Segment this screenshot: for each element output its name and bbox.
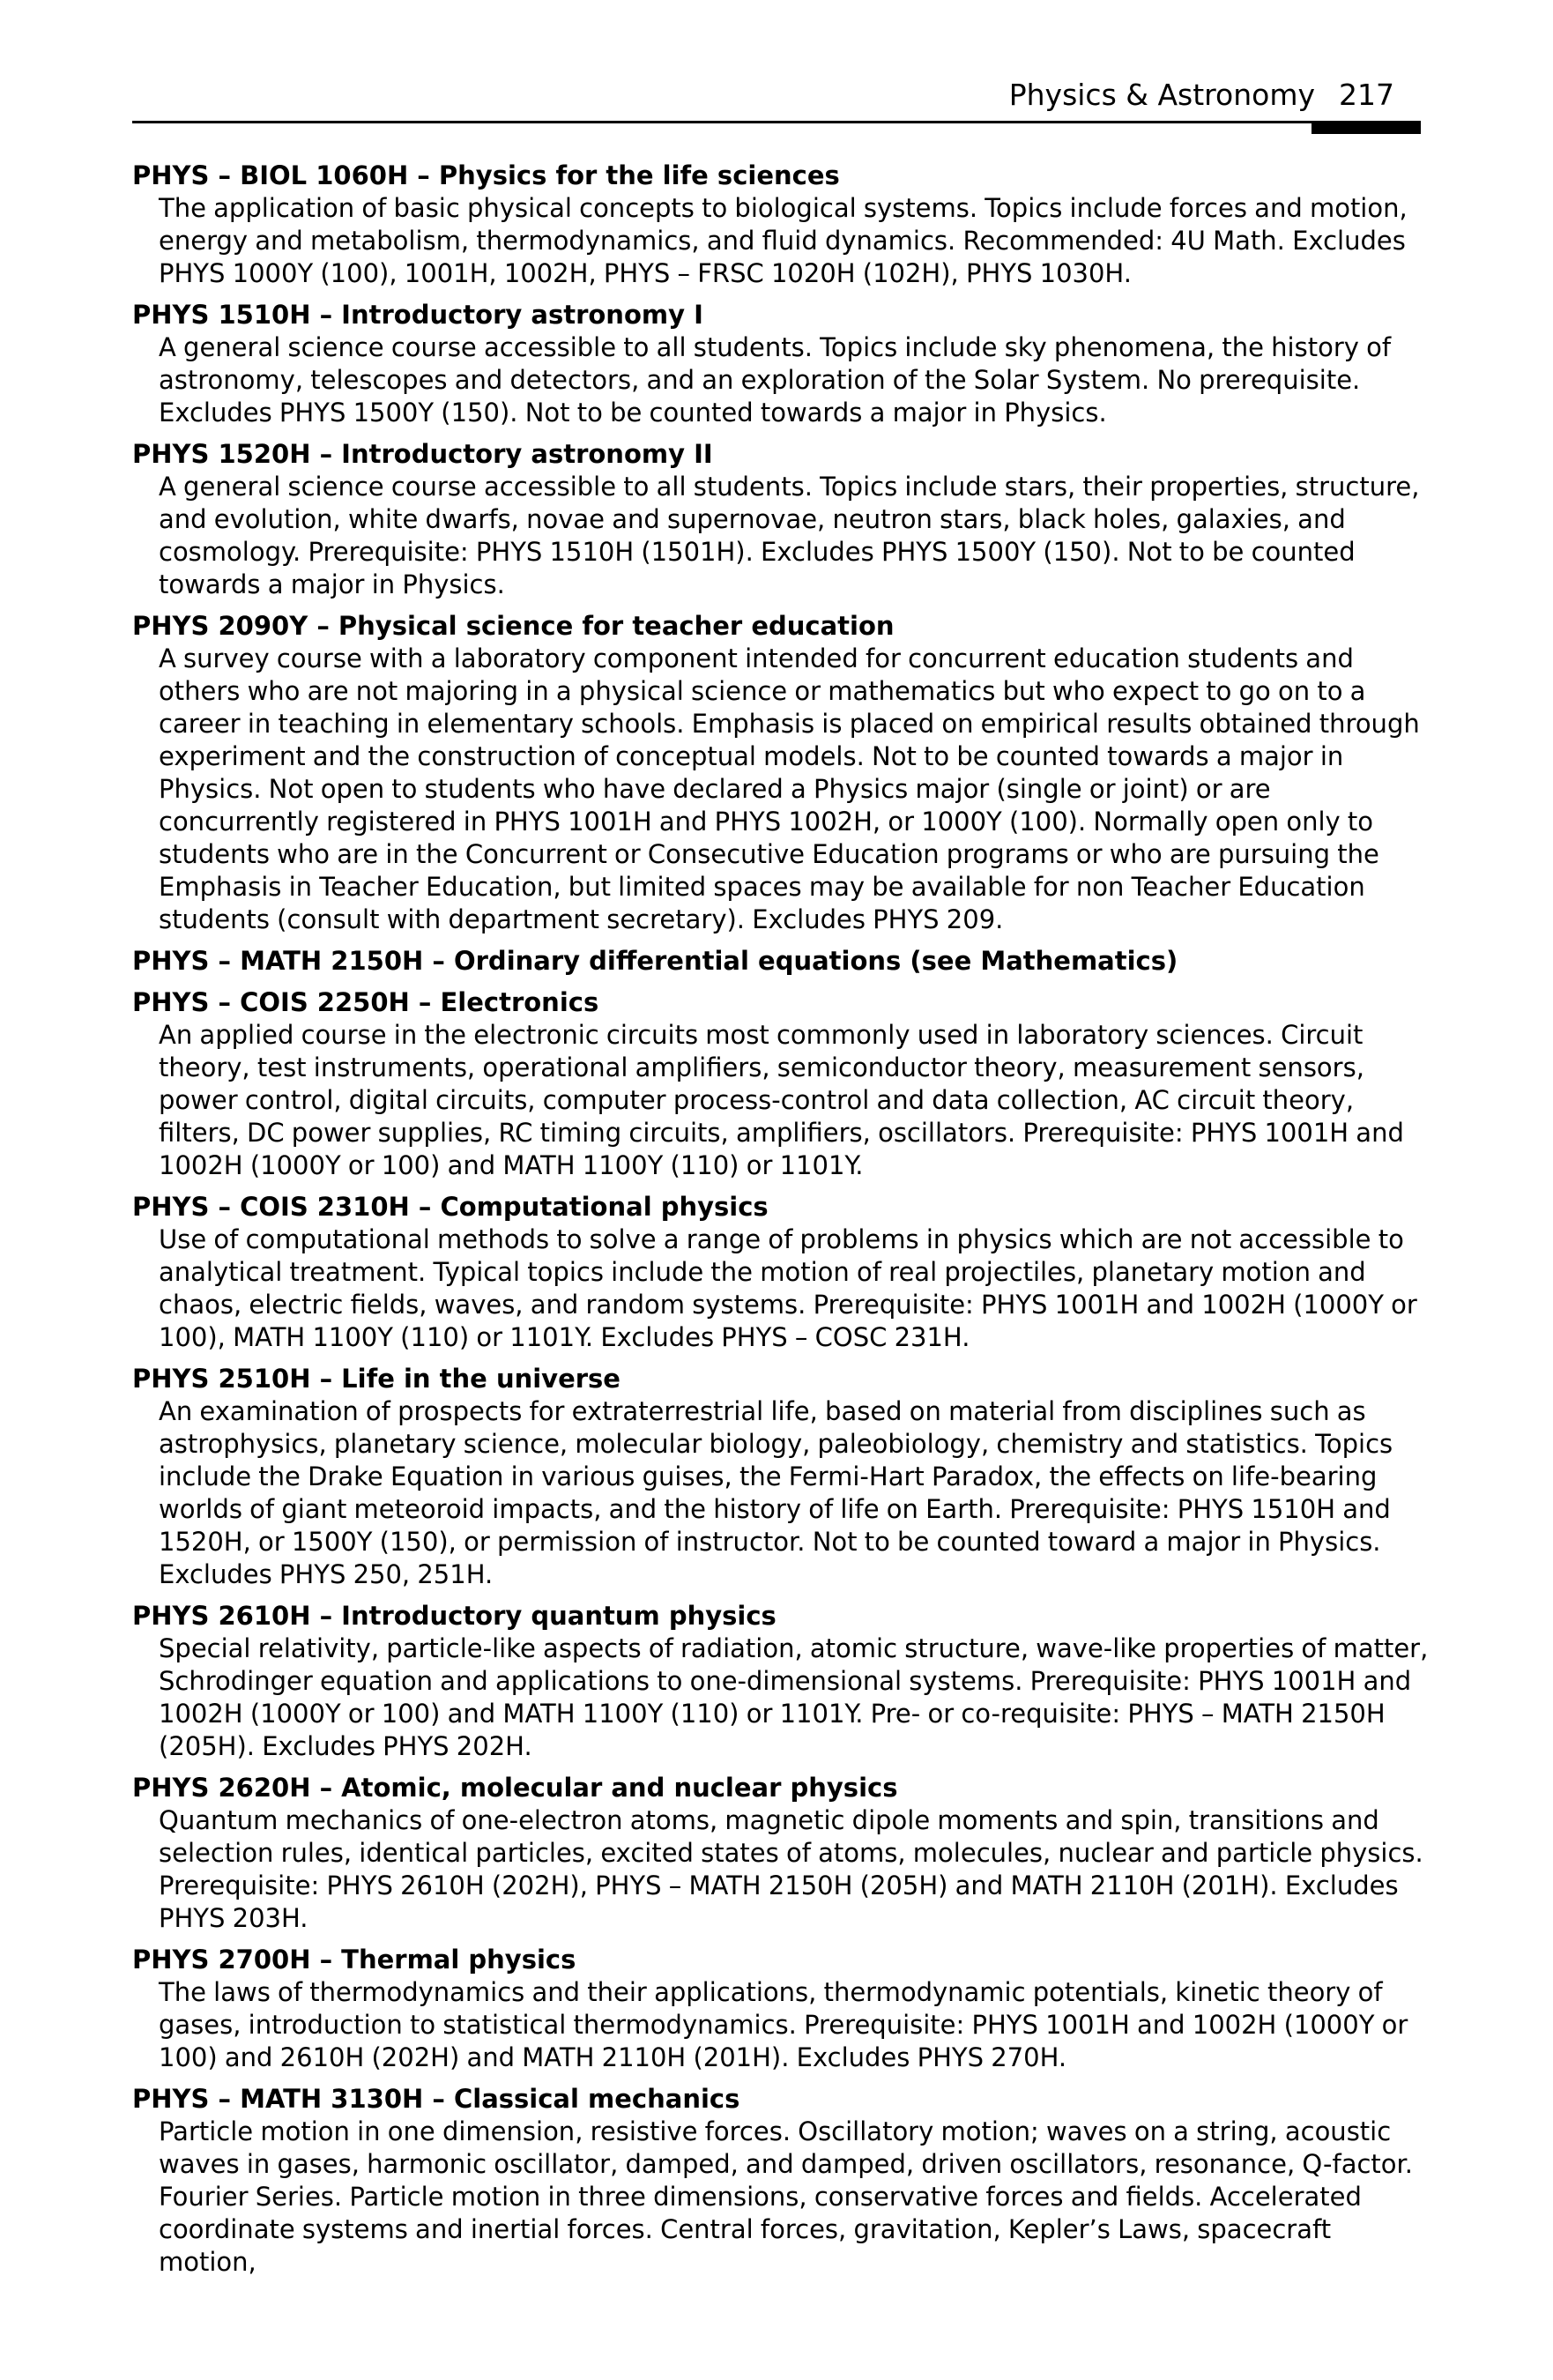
course-title: PHYS 1520H – Introductory astronomy II xyxy=(132,439,713,469)
course-entry xyxy=(132,1362,1430,1591)
course-description: Use of computational methods to solve a range of problems in physics which are not accessible to analytical treatment. Typical topics include the motion of real projectiles, planetary motion and chaos, electric fields, waves, and random systems. Prerequisite: PHYS 1001H and 1002H (1000Y or 100), MATH 1100Y (110) or 1101Y. Excludes PHYS – COSC 231H. xyxy=(159,1224,1417,1352)
course-title: PHYS – MATH 2150H – Ordinary differential equations (see Mathematics) xyxy=(132,946,1178,976)
course-entry xyxy=(132,159,1430,290)
page-header xyxy=(132,0,1421,141)
course-description: The application of basic physical concepts to biological systems. Topics include forces and motion, energy and metabolism, thermodynamics, and fluid dynamics. Recommended: 4U Math. Excludes PHYS 1000Y (100), 1001H, 1002H, PHYS – FRSC 1020H (102H), PHYS 1030H. xyxy=(159,193,1408,288)
course-description: An examination of prospects for extraterrestrial life, based on material from disciplines such as astrophysics, planetary science, molecular biology, paleobiology, chemistry and statistics. Topics include the Drake Equation in various guises, the Fermi-Hart Paradox, the effects on life-bearing worlds of giant meteoroid impacts, and the history of life on Earth. Prerequisite: PHYS 1510H and 1520H, or 1500Y (150), or permission of instructor. Not to be counted toward a major in Physics. Excludes PHYS 250, 251H. xyxy=(159,1396,1393,1589)
course-title: PHYS 2510H – Life in the universe xyxy=(132,1364,620,1394)
course-title: PHYS 2610H – Introductory quantum physics xyxy=(132,1601,776,1631)
course-entry xyxy=(132,1943,1430,2074)
course-description: An applied course in the electronic circuits most commonly used in laboratory sciences. Circuit theory, test instruments, operational amplifiers, semiconductor theory, measurement sensors, power control, digital circuits, computer process-control and data collection, AC circuit theory, filters, DC power supplies, RC timing circuits, amplifiers, oscillators. Prerequisite: PHYS 1001H and 1002H (1000Y or 100) and MATH 1100Y (110) or 1101Y. xyxy=(159,1020,1404,1180)
course-title: PHYS 1510H – Introductory astronomy I xyxy=(132,300,703,330)
course-description: A general science course accessible to all students. Topics include stars, their properties, structure, and evolution, white dwarfs, novae and supernovae, neutron stars, black holes, galaxies, and cosmology. Prerequisite: PHYS 1510H (1501H). Excludes PHYS 1500Y (150). Not to be counted towards a major in Physics. xyxy=(159,472,1420,599)
course-entry xyxy=(132,1190,1430,1354)
course-description: A survey course with a laboratory component intended for concurrent education students and others who are not majoring in a physical science or mathematics but who expect to go on to a career in teaching in elementary schools. Emphasis is placed on empirical results obtained through experiment and the construction of conceptual models. Not to be counted towards a major in Physics. Not open to students who have declared a Physics major (single or joint) or are concurrently registered in PHYS 1001H and PHYS 1002H, or 1000Y (100). Normally open only to students who are in the Concurrent or Consecutive Education programs or who are pursuing the Emphasis in Teacher Education, but limited spaces may be available for non Teacher Education students (consult with department secretary). Excludes PHYS 209. xyxy=(159,643,1420,934)
course-list xyxy=(132,159,1430,2287)
course-entry xyxy=(132,609,1430,936)
course-title: PHYS – COIS 2250H – Electronics xyxy=(132,987,599,1017)
course-description: Particle motion in one dimension, resistive forces. Oscillatory motion; waves on a string, acoustic waves in gases, harmonic oscillator, damped, and damped, driven oscillators, resonance, Q-factor. Fourier Series. Particle motion in three dimensions, conservative forces and fields. Accelerated coordinate systems and inertial forces. Central forces, gravitation, Kepler’s Laws, spacecraft motion, xyxy=(159,2116,1413,2277)
course-entry xyxy=(132,1599,1430,1763)
header-tab-bar xyxy=(1312,121,1421,134)
course-title: PHYS 2090Y – Physical science for teacher education xyxy=(132,611,895,641)
course-description: Special relativity, particle-like aspects of radiation, atomic structure, wave-like properties of matter, Schrodinger equation and applications to one-dimensional systems. Prerequisite: PHYS 1001H and 1002H (1000Y or 100) and MATH 1100Y (110) or 1101Y. Pre- or co-requisite: PHYS – MATH 2150H (205H). Excludes PHYS 202H. xyxy=(159,1633,1429,1761)
course-description: Quantum mechanics of one-electron atoms, magnetic dipole moments and spin, transitions and selection rules, identical particles, excited states of atoms, molecules, nuclear and particle physics. Prerequisite: PHYS 2610H (202H), PHYS – MATH 2150H (205H) and MATH 2110H (201H). Excludes PHYS 203H. xyxy=(159,1805,1423,1933)
page-number: 217 xyxy=(1339,78,1394,112)
course-entry xyxy=(132,985,1430,1182)
course-title: PHYS – MATH 3130H – Classical mechanics xyxy=(132,2084,740,2114)
course-title: PHYS 2620H – Atomic, molecular and nuclear physics xyxy=(132,1773,898,1803)
course-entry xyxy=(132,2082,1430,2279)
course-entry xyxy=(132,944,1430,978)
header-rule xyxy=(132,121,1421,123)
course-title: PHYS – COIS 2310H – Computational physics xyxy=(132,1192,769,1222)
running-head: Physics & Astronomy xyxy=(1008,78,1315,112)
course-title: PHYS 2700H – Thermal physics xyxy=(132,1945,576,1975)
course-description: A general science course accessible to all students. Topics include sky phenomena, the history of astronomy, telescopes and detectors, and an exploration of the Solar System. No prerequisite. Excludes PHYS 1500Y (150). Not to be counted towards a major in Physics. xyxy=(159,332,1392,428)
course-description: The laws of thermodynamics and their applications, thermodynamic potentials, kinetic theory of gases, introduction to statistical thermodynamics. Prerequisite: PHYS 1001H and 1002H (1000Y or 100) and 2610H (202H) and MATH 2110H (201H). Excludes PHYS 270H. xyxy=(159,1977,1408,2072)
course-entry xyxy=(132,437,1430,601)
course-entry xyxy=(132,1771,1430,1935)
course-title: PHYS – BIOL 1060H – Physics for the life sciences xyxy=(132,160,840,190)
course-entry xyxy=(132,298,1430,429)
